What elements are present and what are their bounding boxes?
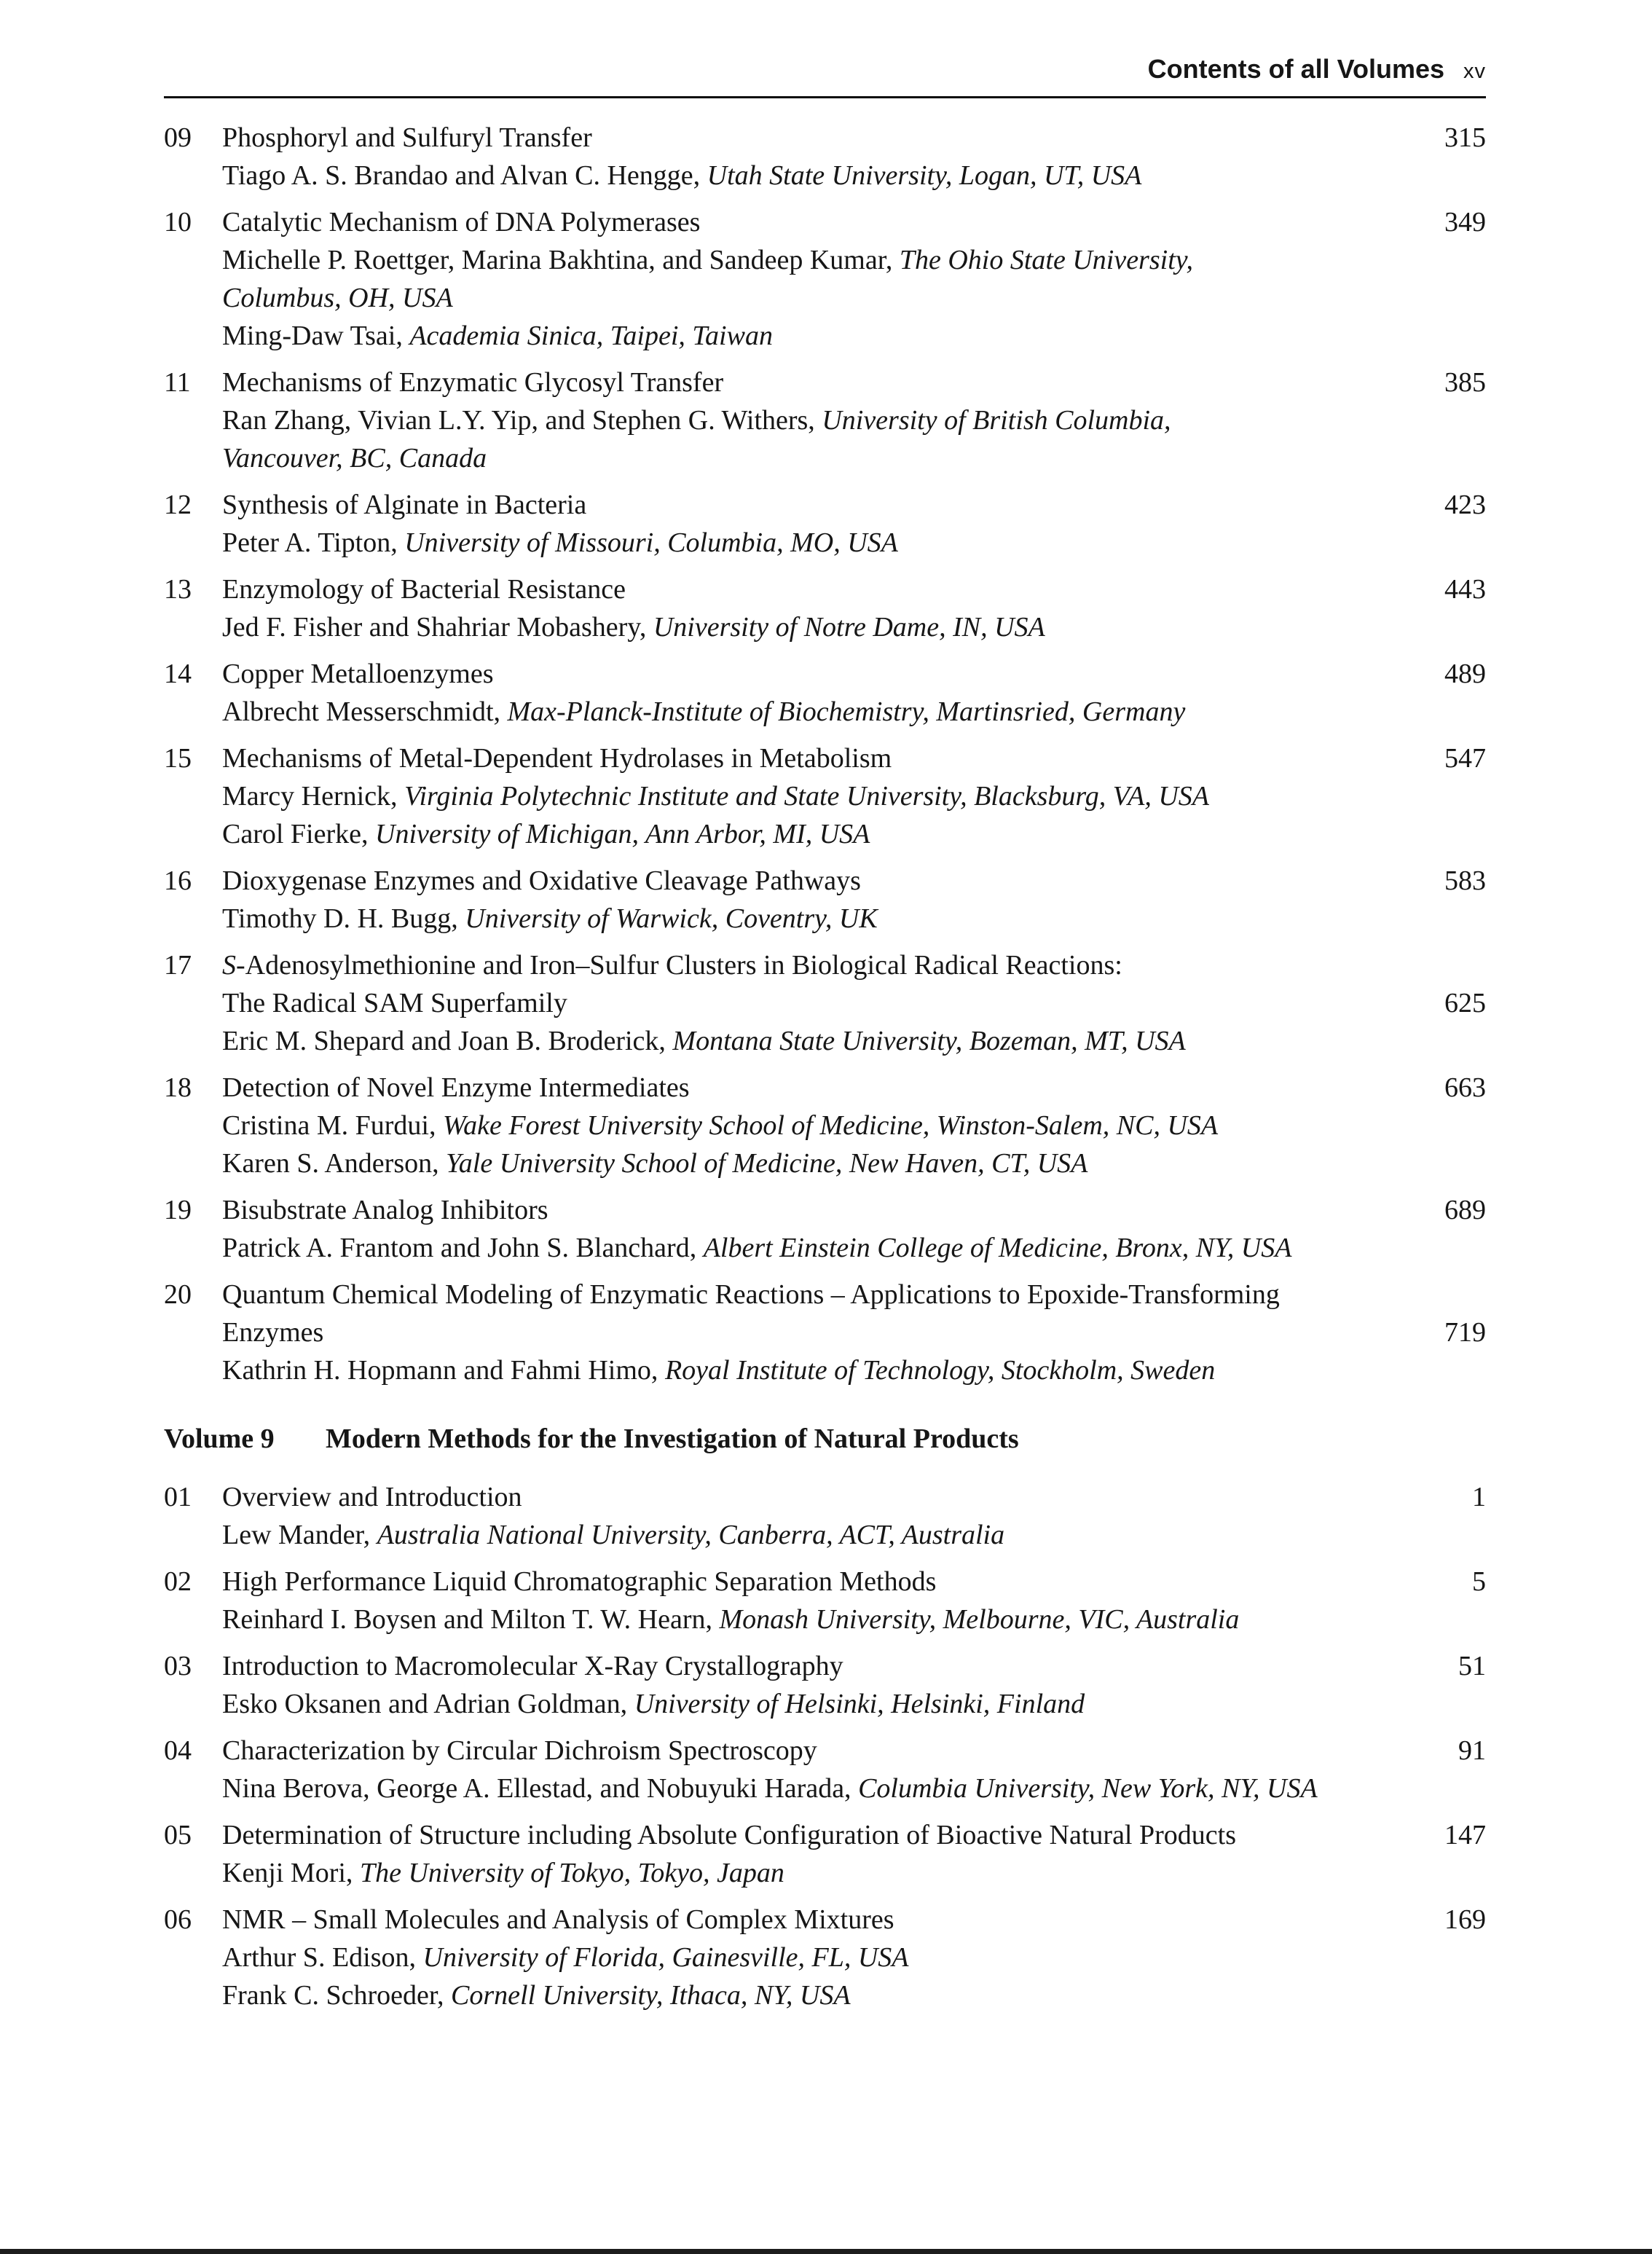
italic-run: University of Helsinki, Helsinki, Finland: [634, 1689, 1085, 1719]
toc-entry: [164, 570, 1486, 646]
roman-run: Jed F. Fisher and Shahriar Mobashery,: [222, 612, 653, 643]
italic-run: Columbia University, New York, NY, USA: [858, 1773, 1318, 1804]
page-number: 423: [1444, 490, 1486, 520]
roman-run: Introduction to Macromolecular X-Ray Crystallography: [222, 1651, 843, 1681]
roman-run: Michelle P. Roettger, Marina Bakhtina, and Sandeep Kumar,: [222, 245, 900, 275]
entry-line-text: [222, 119, 592, 157]
roman-run: Frank C. Schroeder,: [222, 1980, 452, 2011]
page-number: 91: [1458, 1735, 1486, 1766]
roman-run: Nina Berova, George A. Ellestad, and Nobuyuki Harada,: [222, 1773, 859, 1804]
entry-content: [222, 1732, 1486, 1807]
entry-author-line: [222, 1516, 1486, 1554]
entry-author-line: [222, 1351, 1486, 1389]
entry-line-text: [222, 1976, 851, 2014]
roman-run: Dioxygenase Enzymes and Oxidative Cleavage Pathways: [222, 865, 861, 896]
italic-run: Wake Forest University School of Medicine, Winston-Salem, NC, USA: [442, 1110, 1219, 1141]
entry-line-text: [222, 1816, 1236, 1854]
entry-author-line: [222, 524, 1486, 562]
page-number-label: xv: [1463, 60, 1486, 83]
entry-number: 11: [164, 367, 191, 398]
entry-line-text: [222, 570, 626, 608]
entry-title-line: [222, 364, 1486, 401]
italic-run: The University of Tokyo, Tokyo, Japan: [359, 1858, 784, 1888]
toc-entry: [164, 1901, 1486, 2014]
scan-edge-artifact: [0, 2249, 1652, 2254]
entry-line-text: [222, 157, 1141, 195]
entry-line-text: [222, 777, 1209, 815]
roman-run: Determination of Structure including Absolute Configuration of Bioactive Natural Products: [222, 1820, 1236, 1850]
entry-number: 19: [164, 1195, 192, 1225]
roman-run: High Performance Liquid Chromatographic Separation Methods: [222, 1566, 937, 1597]
entry-content: [222, 1901, 1486, 2014]
roman-run: Characterization by Circular Dichroism Spectroscopy: [222, 1735, 817, 1766]
page-number: 625: [1444, 988, 1486, 1018]
italic-run: Academia Sinica, Taipei, Taiwan: [409, 321, 773, 351]
entry-title-line: [222, 1816, 1486, 1854]
roman-run: Mechanisms of Metal-Dependent Hydrolases in Metabolism: [222, 743, 892, 774]
roman-run: Catalytic Mechanism of DNA Polymerases: [222, 207, 701, 237]
entry-line-text: [222, 1478, 522, 1516]
entry-author-line: [222, 900, 1486, 938]
entry-content: [222, 486, 1486, 562]
italic-run: University of Florida, Gainesville, FL, USA: [422, 1942, 909, 1973]
entry-line-text: [222, 1069, 690, 1107]
entry-line-text: [222, 401, 1171, 439]
entry-title-line: [222, 1313, 1486, 1351]
page-number: 169: [1444, 1904, 1486, 1935]
toc-entry: [164, 1732, 1486, 1807]
entry-author-line: [222, 1685, 1486, 1723]
entry-author-line: [222, 401, 1486, 439]
entry-title-line: [222, 203, 1486, 241]
entry-content: [222, 1478, 1486, 1554]
entry-author-line: [222, 1976, 1486, 2014]
entry-author-line: [222, 1144, 1486, 1182]
entry-number: 18: [164, 1072, 192, 1103]
page-number: 443: [1444, 574, 1486, 605]
roman-run: -Adenosylmethionine and Iron–Sulfur Clusters in Biological Radical Reactions:: [236, 950, 1122, 981]
entry-line-text: [222, 439, 487, 477]
italic-run: The Ohio State University,: [899, 245, 1194, 275]
italic-run: Yale University School of Medicine, New Haven, CT, USA: [446, 1148, 1088, 1179]
entry-line-text: [222, 739, 892, 777]
entry-line-text: [222, 862, 861, 900]
entry-author-line: [222, 317, 1486, 355]
entry-line-text: [222, 1939, 909, 1976]
toc-entry: [164, 119, 1486, 195]
toc-entry: [164, 1478, 1486, 1554]
roman-run: Karen S. Anderson,: [222, 1148, 447, 1179]
entry-author-line: [222, 1854, 1486, 1892]
page-number: 583: [1444, 865, 1486, 896]
toc-entry: [164, 1191, 1486, 1267]
roman-run: Albrecht Messerschmidt,: [222, 696, 508, 727]
roman-run: Enzymes: [222, 1317, 324, 1348]
entry-line-text: [222, 693, 1185, 731]
volume-heading-label: Volume 9: [164, 1424, 275, 1454]
entry-author-line: [222, 1601, 1486, 1638]
roman-run: Patrick A. Frantom and John S. Blanchard,: [222, 1233, 704, 1263]
page-number: 147: [1444, 1820, 1486, 1850]
entry-number: 17: [164, 950, 192, 981]
page-number: 489: [1444, 659, 1486, 689]
roman-run: Carol Fierke,: [222, 819, 376, 849]
entry-line-text: [222, 608, 1045, 646]
roman-run: Copper Metalloenzymes: [222, 659, 494, 689]
entry-title-line: [222, 1276, 1486, 1313]
page-number: 51: [1458, 1651, 1486, 1681]
entry-line-text: [222, 815, 870, 853]
italic-run: Australia National University, Canberra, ACT, Australia: [377, 1520, 1005, 1550]
entry-content: [222, 1647, 1486, 1723]
entry-line-text: [222, 203, 700, 241]
page-number: 689: [1444, 1195, 1486, 1225]
entry-line-text: [222, 1191, 548, 1229]
entry-line-text: [222, 364, 723, 401]
entry-content: [222, 946, 1486, 1060]
entry-line-text: [222, 1144, 1087, 1182]
toc-list: [164, 119, 1486, 2014]
entry-number: 14: [164, 659, 192, 689]
toc-entry: [164, 655, 1486, 731]
italic-run: Vancouver, BC, Canada: [222, 443, 487, 474]
entry-number: 13: [164, 574, 192, 605]
entry-content: [222, 1276, 1486, 1389]
entry-line-text: [222, 524, 898, 562]
italic-run: Montana State University, Bozeman, MT, USA: [672, 1026, 1186, 1056]
toc-entry: [164, 1647, 1486, 1723]
roman-run: Marcy Hernick,: [222, 781, 405, 812]
page-number: 547: [1444, 743, 1486, 774]
entry-author-line: [222, 693, 1486, 731]
italic-run: University of Missouri, Columbia, MO, USA: [404, 527, 898, 558]
entry-line-text: [222, 1601, 1239, 1638]
italic-run: University of Michigan, Ann Arbor, MI, USA: [375, 819, 870, 849]
entry-author-line: [222, 1229, 1486, 1267]
toc-entry: [164, 1276, 1486, 1389]
toc-entry: [164, 364, 1486, 477]
entry-title-line: [222, 984, 1486, 1022]
page-number: 1: [1472, 1482, 1486, 1512]
roman-run: Kenji Mori,: [222, 1858, 360, 1888]
entry-number: 04: [164, 1735, 192, 1766]
entry-title-line: [222, 1901, 1486, 1939]
toc-entry: [164, 946, 1486, 1060]
italic-run: S: [222, 950, 236, 981]
entry-content: [222, 570, 1486, 646]
entry-line-text: [222, 1516, 1004, 1554]
entry-line-text: [222, 1276, 1280, 1313]
entry-content: [222, 203, 1486, 355]
italic-run: Utah State University, Logan, UT, USA: [707, 160, 1142, 191]
entry-title-line: [222, 1563, 1486, 1601]
volume-heading-title: Modern Methods for the Investigation of Natural Products: [326, 1424, 1019, 1454]
entry-title-line: [222, 739, 1486, 777]
running-header: [164, 54, 1486, 98]
toc-entry: [164, 486, 1486, 562]
italic-run: University of British Columbia,: [822, 405, 1171, 436]
entry-title-line: [222, 1647, 1486, 1685]
italic-run: Virginia Polytechnic Institute and State University, Blacksburg, VA, USA: [404, 781, 1209, 812]
entry-number: 15: [164, 743, 192, 774]
entry-number: 20: [164, 1279, 192, 1310]
entry-line-text: [222, 900, 878, 938]
roman-run: Quantum Chemical Modeling of Enzymatic Reactions – Applications to Epoxide-Transforming: [222, 1279, 1280, 1310]
entry-line-text: [222, 1854, 784, 1892]
roman-run: Overview and Introduction: [222, 1482, 522, 1512]
entry-number: 02: [164, 1566, 192, 1597]
entry-author-line: [222, 777, 1486, 815]
entry-line-text: [222, 1563, 936, 1601]
entry-title-line: [222, 119, 1486, 157]
entry-line-text: [222, 946, 1122, 984]
roman-run: Kathrin H. Hopmann and Fahmi Himo,: [222, 1355, 665, 1386]
entry-content: [222, 739, 1486, 853]
italic-run: University of Notre Dame, IN, USA: [653, 612, 1045, 643]
entry-line-text: [222, 486, 586, 524]
entry-number: 09: [164, 122, 192, 153]
roman-run: Esko Oksanen and Adrian Goldman,: [222, 1689, 634, 1719]
entry-line-text: [222, 1685, 1085, 1723]
page-number: 349: [1444, 207, 1486, 237]
italic-run: Columbus, OH, USA: [222, 283, 453, 313]
entry-line-text: [222, 279, 453, 317]
roman-run: Bisubstrate Analog Inhibitors: [222, 1195, 548, 1225]
entry-line-text: [222, 1107, 1218, 1144]
entry-line-text: [222, 1022, 1186, 1060]
entry-line-text: [222, 241, 1193, 279]
roman-run: Arthur S. Edison,: [222, 1942, 423, 1973]
entry-line-text: [222, 1901, 894, 1939]
entry-content: [222, 364, 1486, 477]
entry-author-line: [222, 241, 1486, 279]
roman-run: Ming-Daw Tsai,: [222, 321, 410, 351]
italic-run: Monash University, Melbourne, VIC, Australia: [719, 1604, 1240, 1635]
entry-line-text: [222, 1229, 1291, 1267]
entry-number: 16: [164, 865, 192, 896]
toc-entry: [164, 739, 1486, 853]
roman-run: Peter A. Tipton,: [222, 527, 405, 558]
roman-run: Synthesis of Alginate in Bacteria: [222, 490, 587, 520]
entry-line-text: [222, 1647, 843, 1685]
entry-author-line: [222, 157, 1486, 195]
roman-run: Eric M. Shepard and Joan B. Broderick,: [222, 1026, 673, 1056]
entry-content: [222, 119, 1486, 195]
entry-title-line: [222, 1732, 1486, 1770]
entry-title-line: [222, 1478, 1486, 1516]
roman-run: Tiago A. S. Brandao and Alvan C. Hengge,: [222, 160, 707, 191]
entry-content: [222, 1563, 1486, 1638]
entry-author-line: [222, 279, 1486, 317]
entry-author-line: [222, 1939, 1486, 1976]
entry-author-line: [222, 1770, 1486, 1807]
entry-line-text: [222, 317, 773, 355]
entry-number: 01: [164, 1482, 192, 1512]
entry-content: [222, 1816, 1486, 1892]
entry-line-text: [222, 984, 567, 1022]
entry-author-line: [222, 1022, 1486, 1060]
toc-entry: [164, 1816, 1486, 1892]
entry-content: [222, 862, 1486, 938]
italic-run: Max-Planck-Institute of Biochemistry, Martinsried, Germany: [507, 696, 1186, 727]
entry-number: 06: [164, 1904, 192, 1935]
entry-line-text: [222, 1351, 1215, 1389]
entry-content: [222, 655, 1486, 731]
entry-content: [222, 1069, 1486, 1182]
page-number: 663: [1444, 1072, 1486, 1103]
roman-run: Enzymology of Bacterial Resistance: [222, 574, 626, 605]
entry-number: 03: [164, 1651, 192, 1681]
roman-run: Phosphoryl and Sulfuryl Transfer: [222, 122, 592, 153]
italic-run: Albert Einstein College of Medicine, Bronx, NY, USA: [703, 1233, 1292, 1263]
entry-title-line: [222, 1069, 1486, 1107]
entry-number: 12: [164, 490, 192, 520]
page-number: 315: [1444, 122, 1486, 153]
roman-run: Timothy D. H. Bugg,: [222, 903, 465, 934]
entry-author-line: [222, 1107, 1486, 1144]
toc-entry: [164, 1069, 1486, 1182]
page-number: 719: [1444, 1317, 1486, 1348]
page-number: 385: [1444, 367, 1486, 398]
page-number: 5: [1472, 1566, 1486, 1597]
roman-run: NMR – Small Molecules and Analysis of Complex Mixtures: [222, 1904, 894, 1935]
toc-entry: [164, 1563, 1486, 1638]
entry-author-line: [222, 815, 1486, 853]
entry-content: [222, 1191, 1486, 1267]
entry-line-text: [222, 1313, 323, 1351]
roman-run: Cristina M. Furdui,: [222, 1110, 443, 1141]
running-header-title: Contents of all Volumes: [1147, 54, 1444, 84]
entry-line-text: [222, 1770, 1318, 1807]
entry-line-text: [222, 655, 494, 693]
entry-title-line: [222, 946, 1486, 984]
entry-title-line: [222, 1191, 1486, 1229]
italic-run: University of Warwick, Coventry, UK: [465, 903, 878, 934]
entry-title-line: [222, 862, 1486, 900]
roman-run: Mechanisms of Enzymatic Glycosyl Transfer: [222, 367, 724, 398]
italic-run: Royal Institute of Technology, Stockholm, Sweden: [664, 1355, 1216, 1386]
roman-run: Detection of Novel Enzyme Intermediates: [222, 1072, 690, 1103]
entry-line-text: [222, 1732, 817, 1770]
entry-number: 05: [164, 1820, 192, 1850]
italic-run: Cornell University, Ithaca, NY, USA: [451, 1980, 851, 2011]
entry-author-line: [222, 439, 1486, 477]
volume-heading: [164, 1420, 1486, 1458]
entry-title-line: [222, 570, 1486, 608]
roman-run: The Radical SAM Superfamily: [222, 988, 567, 1018]
roman-run: Lew Mander,: [222, 1520, 377, 1550]
entry-author-line: [222, 608, 1486, 646]
roman-run: Ran Zhang, Vivian L.Y. Yip, and Stephen G. Withers,: [222, 405, 822, 436]
toc-entry: [164, 203, 1486, 355]
entry-title-line: [222, 486, 1486, 524]
roman-run: Reinhard I. Boysen and Milton T. W. Hearn,: [222, 1604, 720, 1635]
entry-title-line: [222, 655, 1486, 693]
entry-number: 10: [164, 207, 192, 237]
toc-entry: [164, 862, 1486, 938]
